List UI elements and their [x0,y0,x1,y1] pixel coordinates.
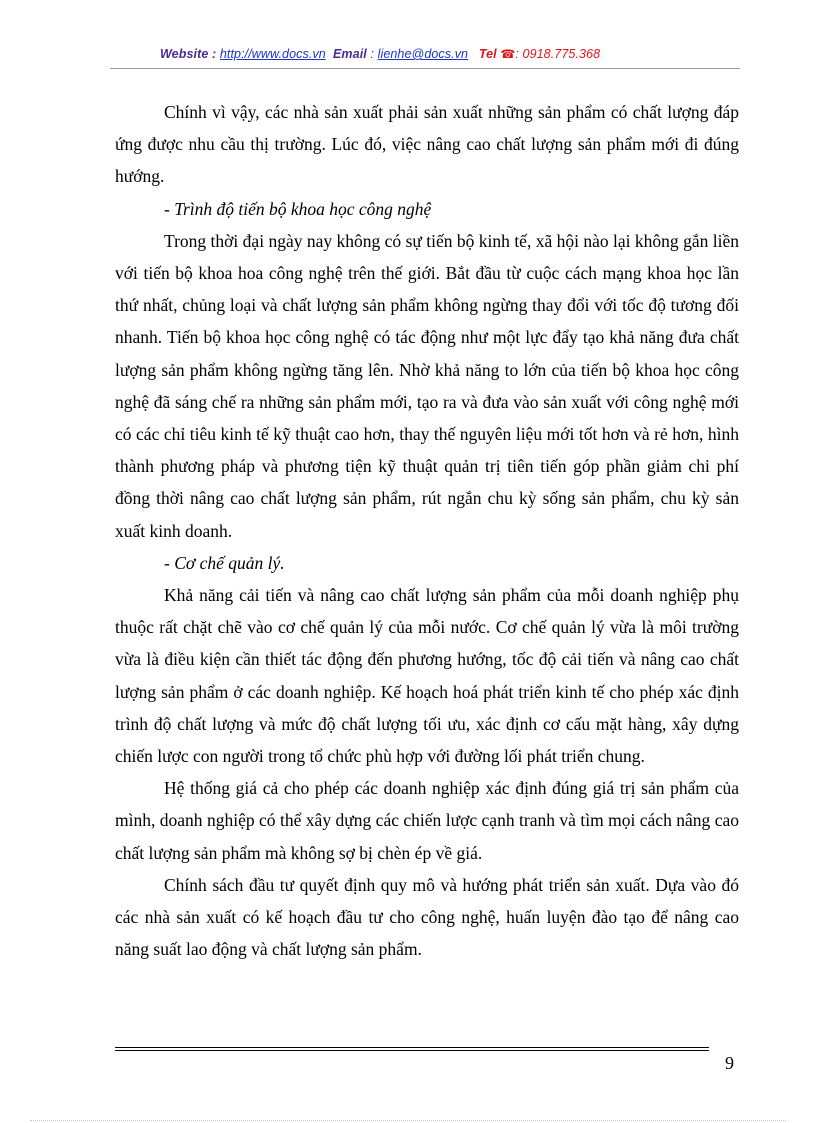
email-label: Email [333,47,367,61]
phone-number: : 0918.775.368 [515,47,601,61]
body-paragraph: Khả năng cải tiến và nâng cao chất lượng sản phẩm của mỗi doanh nghiệp phụ thuộc rất chặt chẽ vào cơ chế quản lý của mỗi nước. Cơ chế quản lý vừa là môi trường vừa là điều kiện cần thiết tác động đến phương hướng, tốc độ cải tiến và nâng cao chất lượng sản phẩm ở các doanh nghiệp. Kế hoạch hoá phát triển kinh tế cho phép xác định trình độ chất lượng và mức độ chất lượng tối ưu, xác định cơ cấu mặt hàng, xây dựng chiến lược con người trong tổ chức phù hợp với đường lối phát triển chung. [115,585,739,767]
header-divider [110,68,740,69]
body-paragraph: Hệ thống giá cả cho phép các doanh nghiệp xác định đúng giá trị sản phẩm của mình, doanh nghiệp có thể xây dựng các chiến lược cạnh tranh và tìm mọi cách nâng cao chất lượng sản phẩm mà không sợ bị chèn ép về giá. [115,778,739,863]
section-subheading: - Cơ chế quản lý. [164,552,285,573]
email-colon: : [366,47,378,61]
email-link[interactable]: lienhe@docs.vn [377,47,469,61]
document-body [115,96,739,965]
section-subheading: - Trình độ tiến bộ khoa học công nghệ [164,198,432,219]
body-paragraph: Trong thời đại ngày nay không có sự tiến bộ kinh tế, xã hội nào lại không gắn liền với tiến bộ khoa hoa công nghệ trên thế giới. Bắt đầu từ cuộc cách mạng khoa học lần thứ nhất, chủng loại và chất lượng sản phẩm không ngừng thay đổi với tốc độ tương đối nhanh. Tiến bộ khoa học công nghệ có tác động như một lực đẩy tạo khả năng đưa chất lượng sản phẩm không ngừng tăng lên. Nhờ khả năng to lớn của tiến bộ khoa học công nghệ đã sáng chế ra những sản phẩm mới, tạo ra và đưa vào sản xuất với công nghệ mới có các chỉ tiêu kinh tế kỹ thuật cao hơn, thay thế nguyên liệu mới tốt hơn và rẻ hơn, hình thành phương pháp và phương tiện kỹ thuật quản trị tiên tiến góp phần giảm chi phí đồng thời nâng cao chất lượng sản phẩm, rút ngắn chu kỳ sống sản phẩm, chu kỳ sản xuất kinh doanh. [115,230,739,541]
phone-icon: ☎ [500,47,516,61]
website-link[interactable]: http://www.docs.vn [219,47,326,61]
body-paragraph: Chính sách đầu tư quyết định quy mô và hướng phát triển sản xuất. Dựa vào đó các nhà sản xuất có kế hoạch đầu tư cho công nghệ, huấn luyện đào tạo để nâng cao năng suất lao động và chất lượng sản phẩm. [115,874,739,960]
footer-rule-top [115,1047,709,1048]
website-colon: : [208,47,220,61]
page-bottom-border [30,1120,786,1121]
tel-label: Tel [478,47,497,61]
page-number: 9 [725,1053,734,1073]
website-label: Website [160,47,209,61]
footer-rule-bottom [115,1050,709,1051]
page-header [160,47,680,61]
body-paragraph: Chính vì vậy, các nhà sản xuất phải sản xuất những sản phẩm có chất lượng đáp ứng được nhu cầu thị trường. Lúc đó, việc nâng cao chất lượng sản phẩm mới đi đúng hướng. [115,102,739,187]
